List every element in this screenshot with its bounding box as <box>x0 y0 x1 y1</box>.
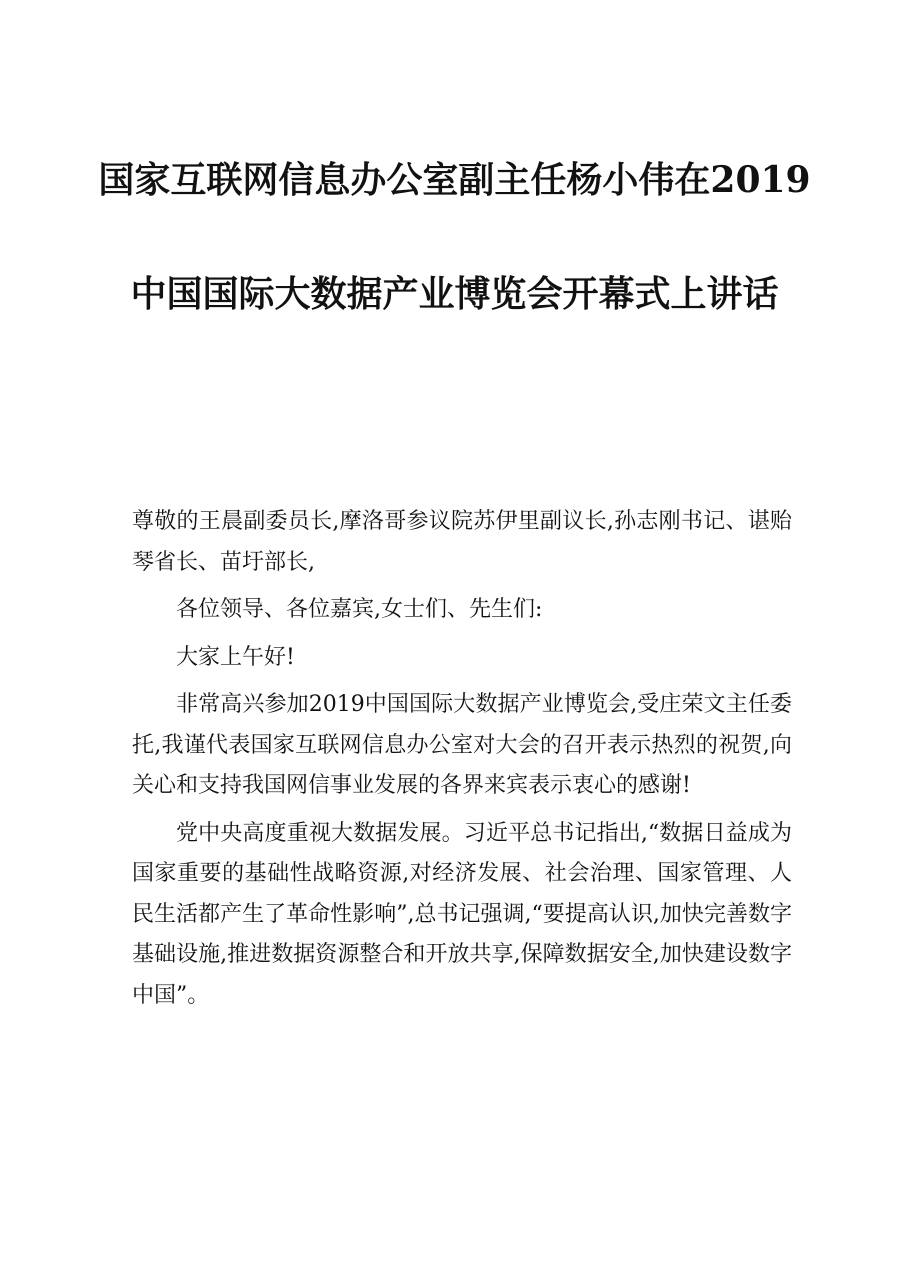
document-title-line-2: 中国国际大数据产业博览会开幕式上讲话 <box>130 273 779 315</box>
salutation-paragraph: 尊敬的王晨副委员长,摩洛哥参议院苏伊里副议长,孙志刚书记、谌贻琴省长、苗圩部长, <box>132 509 792 575</box>
body-paragraph-1: 非常高兴参加2019中国国际大数据产业博览会,受庄荣文主任委托,我谨代表国家互联网信息办公室对大会的召开表示热烈的祝贺,向关心和支持我国网信事业发展的各界来宾表示衷心的感谢! <box>132 692 792 798</box>
good-morning-paragraph: 大家上午好! <box>176 644 295 670</box>
document-title-line-1: 国家互联网信息办公室副主任杨小伟在2019 <box>98 159 811 201</box>
document-body <box>132 502 792 1023</box>
body-paragraph-2: 党中央高度重视大数据发展。习近平总书记指出,“数据日益成为国家重要的基础性战略资源,对经济发展、社会治理、国家管理、人民生活都产生了革命性影响”,总书记强调,“要提高认识,加快完善数字基础设施,推进数据资源整合和开放共享,保障数据安全,加快建设数字中国”。 <box>132 820 792 1008</box>
greeting-paragraph: 各位领导、各位嘉宾,女士们、先生们: <box>176 597 543 622</box>
